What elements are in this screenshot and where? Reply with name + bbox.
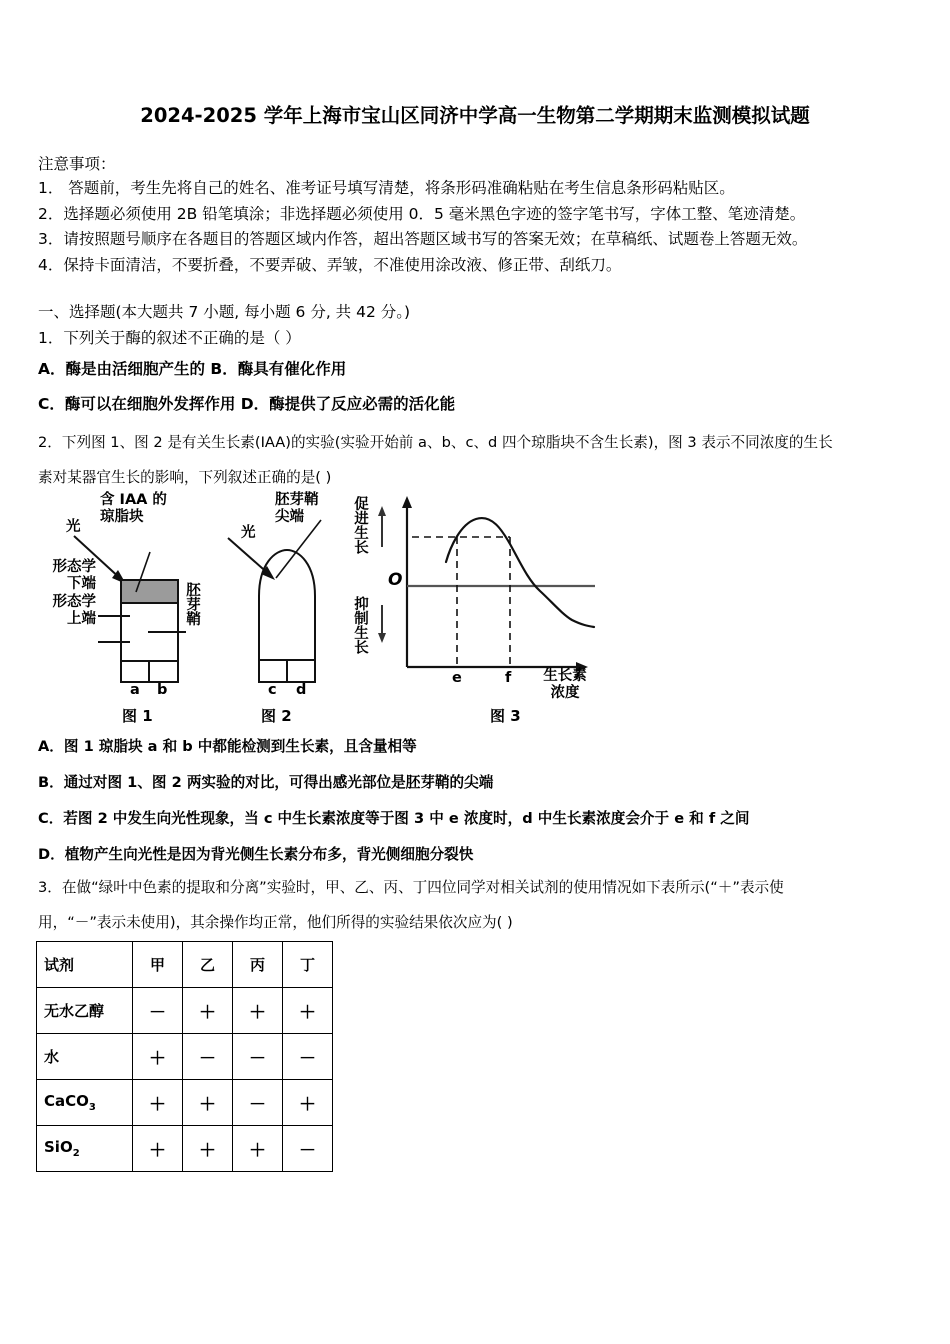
question-2-option-a: A．图 1 琼脂块 a 和 b 中都能检测到生长素，且含量相等 [38, 738, 417, 755]
figure-1 [38, 492, 223, 725]
notice-block [38, 152, 928, 278]
table-cell: ＋ [283, 988, 333, 1034]
table-header-ding: 丁 [283, 942, 333, 988]
question-1-option-cd: C．酶可以在细胞外发挥作用 D．酶提供了反应必需的活化能 [38, 395, 456, 413]
figure-1-agar-label-line2: 琼脂块 [100, 509, 144, 525]
table-cell: ＋ [233, 1126, 283, 1172]
table-cell: ＋ [233, 988, 283, 1034]
table-cell: ＋ [133, 1034, 183, 1080]
table-cell: ＋ [133, 1080, 183, 1126]
figure-1-caption: 图 1 [122, 707, 153, 725]
table-cell: － [283, 1034, 333, 1080]
figure-3-y-positive-label: 促进生长 [352, 496, 368, 554]
figure-1-block-a-label: a [130, 682, 140, 698]
table-row-label-sio2-text: SiO [44, 1138, 73, 1156]
table-row-label-sio2-subscript: 2 [72, 1148, 80, 1159]
question-2-option-d: D．植物产生向光性是因为背光侧生长素分布多，背光侧细胞分裂快 [38, 846, 474, 863]
figure-1-block-b-label: b [157, 682, 168, 698]
table-header-jia: 甲 [133, 942, 183, 988]
figure-1-agar-label [100, 492, 167, 526]
section-heading: 一、选择题(本大题共 7 小题, 每小题 6 分, 共 42 分。) [38, 303, 411, 321]
table-header-bing: 丙 [233, 942, 283, 988]
table-cell: ＋ [183, 1080, 233, 1126]
table-row-label-water: 水 [37, 1034, 133, 1080]
figure-2-block-d-label: d [296, 682, 307, 698]
figure-3-x-axis-label-line1: 生长素 [543, 668, 587, 684]
table-cell: ＋ [283, 1080, 333, 1126]
table-cell: ＋ [183, 988, 233, 1034]
figure-2-caption: 图 2 [261, 707, 292, 725]
page-title: 2024-2025 学年上海市宝山区同济中学高一生物第二学期期末监测模拟试题 [140, 104, 810, 127]
reagent-usage-table [36, 941, 333, 1172]
figure-1-left-label-line2: 下端 [67, 576, 96, 592]
figure-3-tick-f-label: f [505, 670, 512, 686]
question-2-option-c: C．若图 2 中发生向光性现象，当 c 中生长素浓度等于图 3 中 e 浓度时，d 中生长素浓度会介于 e 和 f 之间 [38, 810, 750, 827]
table-cell: － [133, 988, 183, 1034]
table-row-label-caco3 [37, 1080, 133, 1126]
question-3-stem-line2: 用，“－”表示未使用)，其余操作均正常，他们所得的实验结果依次应为( ) [38, 914, 513, 931]
figure-2-tip-label-line2: 尖端 [275, 509, 304, 525]
table-row-label-ethanol: 无水乙醇 [37, 988, 133, 1034]
figure-3-y-negative-label: 抑制生长 [352, 596, 368, 654]
question-2-stem-line1: 2．下列图 1、图 2 是有关生长素(IAA)的实验(实验开始前 a、b、c、d 四个琼脂块不含生长素)，图 3 表示不同浓度的生长 [38, 434, 833, 451]
figure-1-left-label-line1: 形态学 [52, 559, 96, 575]
figure-3-caption: 图 3 [490, 707, 521, 725]
notice-item-1: 1． 答题前，考生先将自己的姓名、准考证号填写清楚，将条形码准确粘贴在考生信息条形码粘贴区。 [38, 179, 735, 197]
figure-3-chart [350, 492, 640, 692]
table-header-reagent: 试剂 [37, 942, 133, 988]
figure-1-left-label-morph-lower [38, 559, 96, 593]
notice-heading: 注意事项： [38, 155, 116, 173]
question-1-option-ab: A．酶是由活细胞产生的 B．酶具有催化作用 [38, 360, 347, 378]
figure-1-agar-label-line1: 含 IAA 的 [100, 492, 167, 508]
table-row [37, 988, 333, 1034]
table-cell: ＋ [183, 1126, 233, 1172]
question-2-option-b: B．通过对图 1、图 2 两实验的对比，可得出感光部位是胚芽鞘的尖端 [38, 774, 494, 791]
table-row-label-sio2 [37, 1126, 133, 1172]
figure-3-origin-label: O [388, 570, 403, 590]
figure-2 [223, 492, 348, 725]
table-cell: － [233, 1080, 283, 1126]
table-cell: － [283, 1126, 333, 1172]
figure-3-x-axis-label-line2: 浓度 [550, 685, 580, 701]
table-row [37, 1126, 333, 1172]
figure-2-light-label: 光 [241, 525, 256, 541]
table-row [37, 1034, 333, 1080]
question-1-stem: 1．下列关于酶的叙述不正确的是（ ） [38, 329, 301, 347]
figure-3-x-axis-label [526, 668, 604, 702]
notice-item-4: 4．保持卡面清洁，不要折叠，不要弄破、弄皱，不准使用涂改液、修正带、刮纸刀。 [38, 255, 622, 274]
figure-3-tick-e-label: e [452, 670, 462, 686]
figure-2-tip-label [275, 492, 319, 526]
notice-item-3: 3．请按照题号顺序在各题目的答题区域内作答，超出答题区域书写的答案无效；在草稿纸、试题卷上答题无效。 [38, 230, 808, 248]
figure-2-tip-label-line1: 胚芽鞘 [275, 492, 319, 508]
table-row-label-caco3-text: CaCO [44, 1092, 89, 1110]
table-header-yi: 乙 [183, 942, 233, 988]
figure-2-block-c-label: c [268, 682, 277, 698]
table-header-row [37, 942, 333, 988]
table-cell: － [183, 1034, 233, 1080]
table-cell: ＋ [133, 1126, 183, 1172]
table-cell: － [233, 1034, 283, 1080]
figure-1-right-label-coleoptile: 胚芽鞘 [184, 582, 200, 626]
question-2-figure-group [0, 492, 950, 725]
table-row [37, 1080, 333, 1126]
notice-item-2: 2．选择题必须使用 2B 铅笔填涂；非选择题必须使用 0．5 毫米黑色字迹的签字笔书写，字体工整、笔迹清楚。 [38, 204, 806, 223]
figure-1-left-label-line4: 上端 [67, 611, 96, 627]
figure-1-left-label-line3: 形态学 [52, 594, 96, 610]
question-2-stem-line2: 素对某器官生长的影响，下列叙述正确的是( ) [38, 469, 332, 486]
figure-1-light-label: 光 [66, 519, 81, 535]
question-3-stem-line1: 3．在做“绿叶中色素的提取和分离”实验时，甲、乙、丙、丁四位同学对相关试剂的使用情况如下表所示(“＋”表示使 [38, 879, 784, 896]
figure-1-left-label-morph-upper [38, 594, 96, 628]
table-row-label-caco3-subscript: 3 [88, 1102, 96, 1113]
figure-3 [350, 492, 640, 725]
